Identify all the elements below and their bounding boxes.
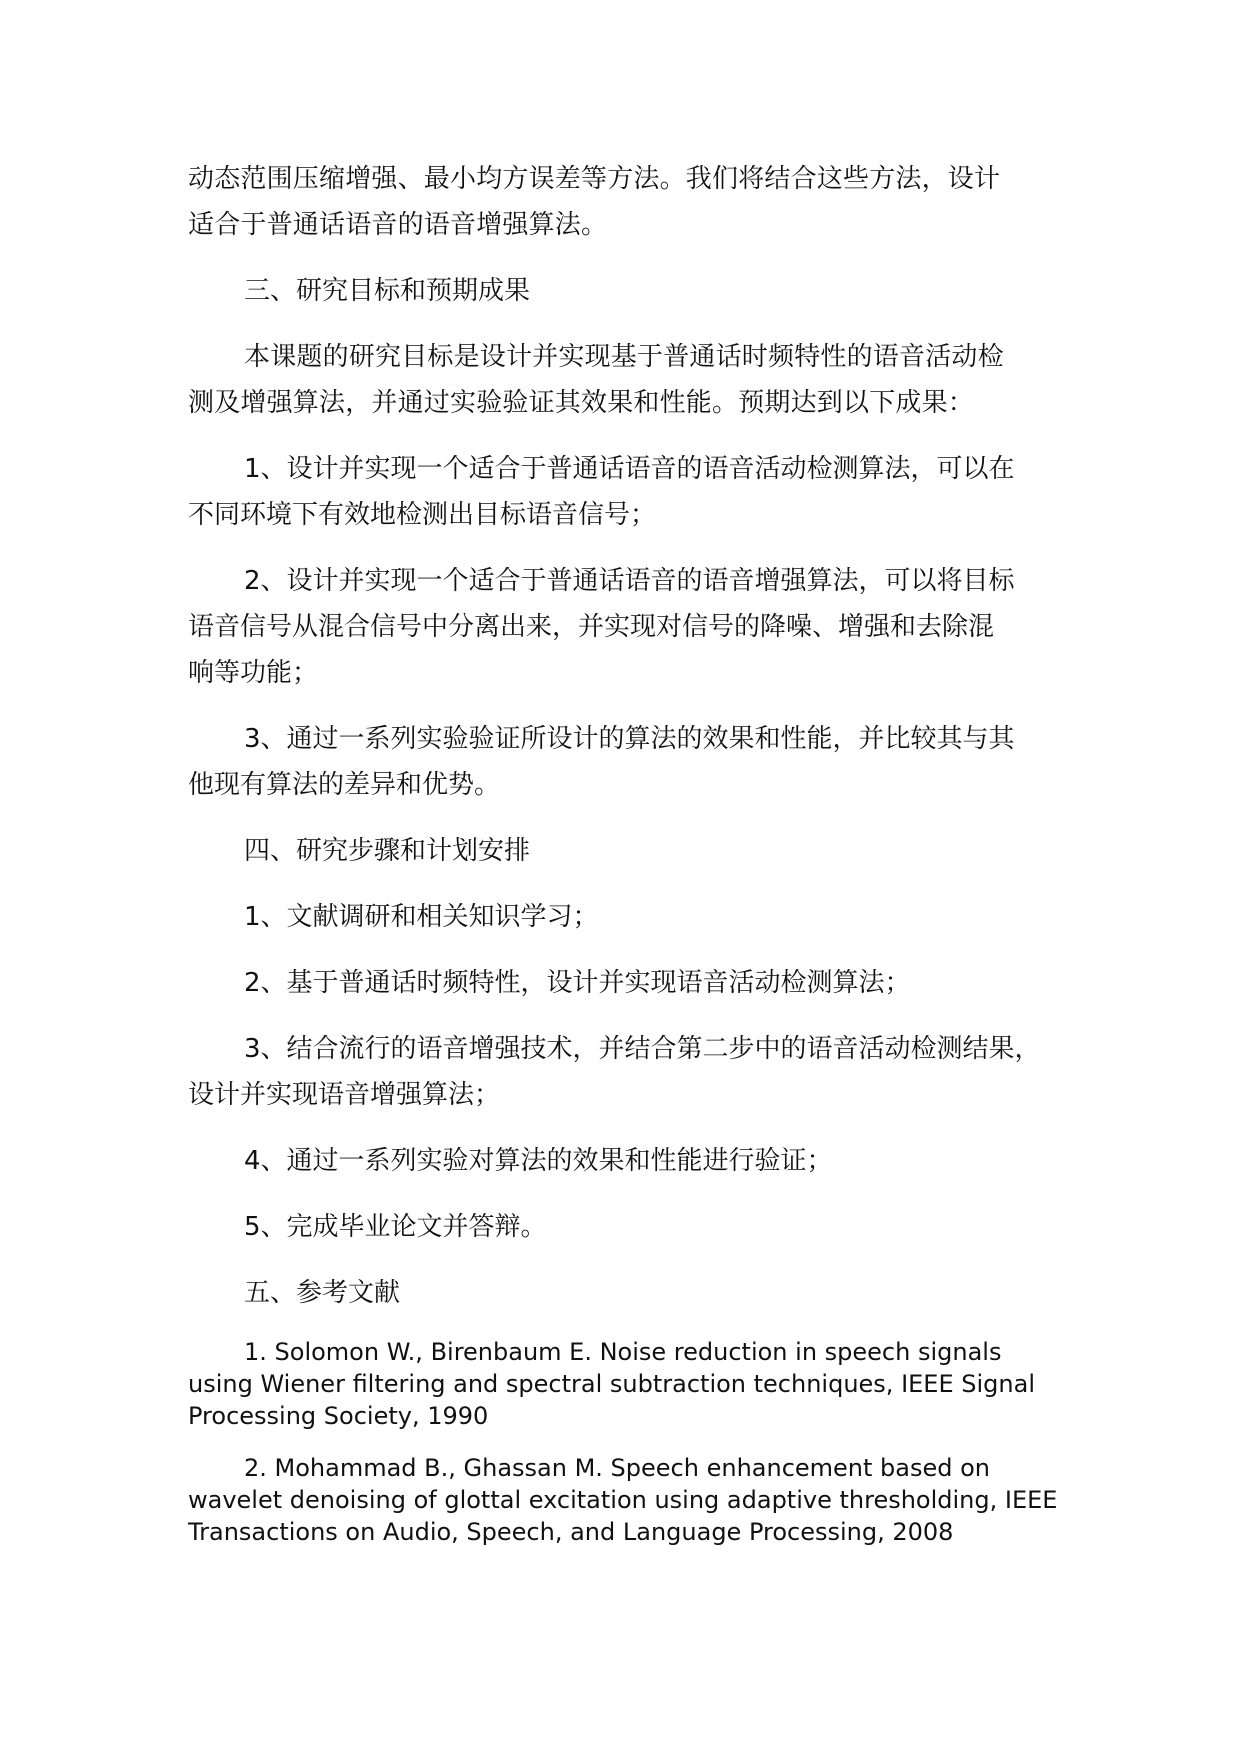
- text-line: 本课题的研究目标是设计并实现基于普通话时频特性的语音活动检: [244, 342, 1004, 372]
- section-heading-goals: 三、研究目标和预期成果: [244, 276, 531, 306]
- paragraph-goals-intro: [188, 334, 1058, 426]
- document-body: [188, 156, 1058, 1568]
- text-line: 设计并实现语音增强算法；: [188, 1080, 501, 1110]
- goal-item-1: [188, 446, 1058, 538]
- text-line: 响等功能；: [188, 658, 319, 688]
- section-heading-references: 五、参考文献: [244, 1278, 401, 1308]
- text-line: 测及增强算法，并通过实验验证其效果和性能。预期达到以下成果：: [188, 388, 975, 418]
- text-line: 适合于普通话语音的语音增强算法。: [188, 210, 608, 240]
- text-line: Transactions on Audio, Speech, and Language Processing, 2008: [188, 1518, 954, 1546]
- paragraph-methods-continued: [188, 156, 1058, 248]
- goal-item-3: [188, 716, 1058, 808]
- text-line: 2. Mohammad B., Ghassan M. Speech enhancement based on: [244, 1454, 991, 1482]
- text-line: 3、结合流行的语音增强技术，并结合第二步中的语音活动检测结果，: [244, 1034, 1041, 1064]
- step-item-5: 5、完成毕业论文并答辩。: [244, 1212, 547, 1242]
- text-line: Processing Society, 1990: [188, 1402, 489, 1430]
- text-line: wavelet denoising of glottal excitation using adaptive thresholding, IEEE: [188, 1486, 1058, 1514]
- text-line: 1. Solomon W., Birenbaum E. Noise reduction in speech signals: [244, 1338, 1002, 1366]
- reference-item-2: [188, 1452, 1058, 1548]
- text-line: 不同环境下有效地检测出目标语音信号；: [188, 500, 657, 530]
- step-item-2: 2、基于普通话时频特性，设计并实现语音活动检测算法；: [244, 968, 911, 998]
- text-line: 1、设计并实现一个适合于普通话语音的语音活动检测算法，可以在: [244, 454, 1015, 484]
- reference-item-1: [188, 1336, 1058, 1432]
- step-item-4: 4、通过一系列实验对算法的效果和性能进行验证；: [244, 1146, 833, 1176]
- section-heading-steps: 四、研究步骤和计划安排: [244, 836, 531, 866]
- text-line: 语音信号从混合信号中分离出来，并实现对信号的降噪、增强和去除混: [188, 612, 995, 642]
- text-line: 他现有算法的差异和优势。: [188, 770, 501, 800]
- text-line: 3、通过一系列实验验证所设计的算法的效果和性能，并比较其与其: [244, 724, 1015, 754]
- text-line: 动态范围压缩增强、最小均方误差等方法。我们将结合这些方法，设计: [188, 164, 1001, 194]
- step-item-1: 1、文献调研和相关知识学习；: [244, 902, 599, 932]
- step-item-3: [188, 1026, 1058, 1118]
- goal-item-2: [188, 558, 1058, 696]
- text-line: using Wiener filtering and spectral subtraction techniques, IEEE Signal: [188, 1370, 1035, 1398]
- text-line: 2、设计并实现一个适合于普通话语音的语音增强算法，可以将目标: [244, 566, 1015, 596]
